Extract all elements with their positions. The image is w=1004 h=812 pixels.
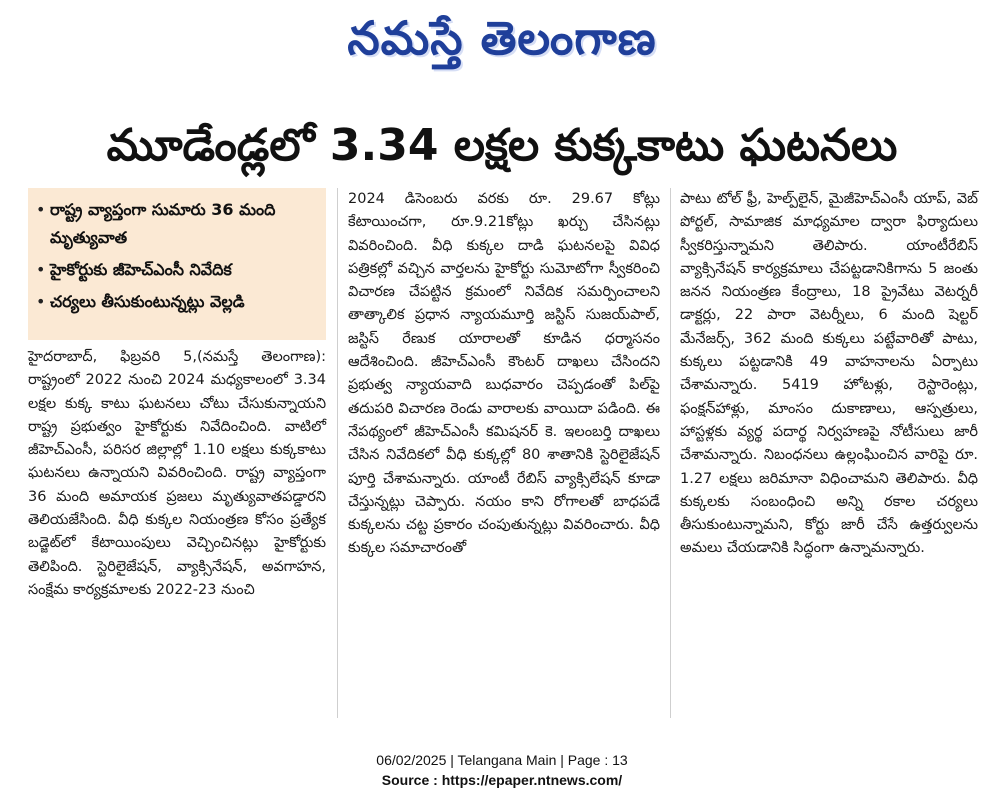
highlights-box bbox=[28, 188, 326, 340]
article-column-1: హైదరాబాద్, ఫిబ్రవరి 5,(నమస్తే తెలంగాణ): రాష్ట్రంలో 2022 నుంచి 2024 మధ్యకాలంలో 3.34 లక్షల కుక్క కాటు ఘటనలు చోటు చేసుకున్నాయని రాష్ట్ర ప్రభుత్వం హైకోర్టుకు నివేదించింది. వాటిలో జీహెచ్‌ఎంసీ, పరిసర జిల్లాల్లో 1.10 లక్షలు కుక్కకాటు ఘటనలు ఉన్నాయని వివరించింది. రాష్ట్ర వ్యాప్తంగా 36 మంది అమాయక ప్రజలు మృత్యువాతపడ్డారని తెలియజేసింది. వీధి కుక్కల నియంత్రణ కోసం ప్రత్యేక బడ్జెట్‌లో కేటాయింపులు వెచ్చించినట్లు హైకోర్టుకు తెలిపింది. స్టెరిలైజేషన్, వ్యాక్సినేషన్, అవగాహన, సంక్షేమ కార్యక్రమాలకు 2022-23 నుంచి bbox=[28, 349, 326, 598]
highlight-item bbox=[36, 256, 320, 284]
masthead-logo-text: నమస్తే తెలంగాణ bbox=[347, 11, 657, 65]
column-divider bbox=[670, 188, 671, 718]
bullet-icon: • bbox=[36, 260, 46, 279]
bullet-icon: • bbox=[36, 200, 46, 219]
article-headline: మూడేండ్లలో 3.34 లక్షల కుక్కకాటు ఘటనలు bbox=[106, 120, 898, 171]
highlight-text: రాష్ట్ర వ్యాప్తంగా సుమారు 36 మంది మృత్యువాత bbox=[50, 200, 276, 247]
newspaper-masthead bbox=[0, 6, 1004, 70]
highlight-item bbox=[36, 196, 320, 252]
highlight-text: చర్యలు తీసుకుంటున్నట్లు వెల్లడి bbox=[50, 292, 245, 311]
article-column-3: పాటు టోల్ ఫ్రీ, హెల్ప్‌లైన్, మైజీహెచ్‌ఎంసీ యాప్, వెబ్ పోర్టల్, సామాజిక మాధ్యమాల ద్వారా ఫిర్యాదులు స్వీకరిస్తున్నామని తెలిపారు. యాంటీరేబిస్ వ్యాక్సినేషన్ కార్యక్రమాలు చేపట్టడానికిగాను 5 జంతు జనన నియంత్రణ కేంద్రాలు, 18 ప్రైవేటు వెటర్నరీ డాక్టర్లు, 22 పారా వెటర్నీలు, 6 మంది షెల్టర్ మేనేజర్స్, 362 మంది కుక్కలు పట్టేవారితో పాటు, కుక్కలు పట్టడానికి 49 వాహనాలను ఏర్పాటు చేశామన్నారు. 5419 హోటళ్లు, రెస్టారెంట్లు, ఫంక్షన్‌హాళ్లు, మాంసం దుకాణాలు, ఆస్పత్రులు, హాస్టళ్లకు వ్యర్థ పదార్థ నిర్వహణపై నోటీసులు జారీ చేశామన్నారు. నిబంధనలు ఉల్లంఘించిన వారిపై రూ. 1.27 లక్షలు జరిమానా విధించామని తెలిపారు. వీధి కుక్కలకు సంబంధించి అన్ని రకాల చర్యలు తీసుకుంటున్నామని, కోర్టు జారీ చేసే ఉత్తర్వులను అమలు చేయడానికి సిద్ధంగా ఉన్నామన్నారు. bbox=[680, 191, 978, 557]
bullet-icon: • bbox=[36, 292, 46, 311]
highlight-text: హైకోర్టుకు జీహెచ్‌ఎంసీ నివేదిక bbox=[50, 260, 232, 279]
article-column-2: 2024 డిసెంబరు వరకు రూ. 29.67 కోట్లు కేటాయించగా, రూ.9.21కోట్లు ఖర్చు చేసినట్లు వివరించింది. వీధి కుక్కల దాడి ఘటనలపై వివిధ పత్రికల్లో వచ్చిన వార్తలను హైకోర్టు సుమోటోగా స్వీకరించి విచారణ చేపట్టిన క్రమంలో నివేదిక సమర్పించాలని తాత్కాలిక ప్రధాన న్యాయమూర్తి జస్టిస్ సుజయ్‌పాల్, జస్టిస్ రేణుక యారాలతో కూడిన ధర్మాసనం ఆదేశించింది. జీహెచ్‌ఎంసీ కౌంటర్ దాఖలు చేసిందని ప్రభుత్వ న్యాయవాది బుధవారం చెప్పడంతో పిల్‌పై తదుపరి విచారణ రెండు వారాలకు వాయిదా పడింది. ఈ నేపథ్యంలో జీహెచ్‌ఎంసీ కమిషనర్ కె. ఇలంబర్తి దాఖలు చేసిన నివేదికలో వీధి కుక్కల్లో 80 శాతానికి స్టెరిలైజేషన్ పూర్తి చేశామన్నారు. యాంటీ రేబిస్ వ్యాక్సిలేషన్ కూడా చేస్తున్నట్లు చెప్పారు. నయం కాని రోగాలతో బాధపడే కుక్కలను చట్ట ప్రకారం చంపుతున్నట్లు వివరించారు. వీధి కుక్కల సమాచారంతో bbox=[348, 191, 660, 557]
highlight-item bbox=[36, 288, 320, 316]
column-divider bbox=[337, 188, 338, 718]
footer-source: Source : https://epaper.ntnews.com/ bbox=[381, 772, 623, 788]
footer-date-page: 06/02/2025 | Telangana Main | Page : 13 bbox=[376, 752, 628, 768]
